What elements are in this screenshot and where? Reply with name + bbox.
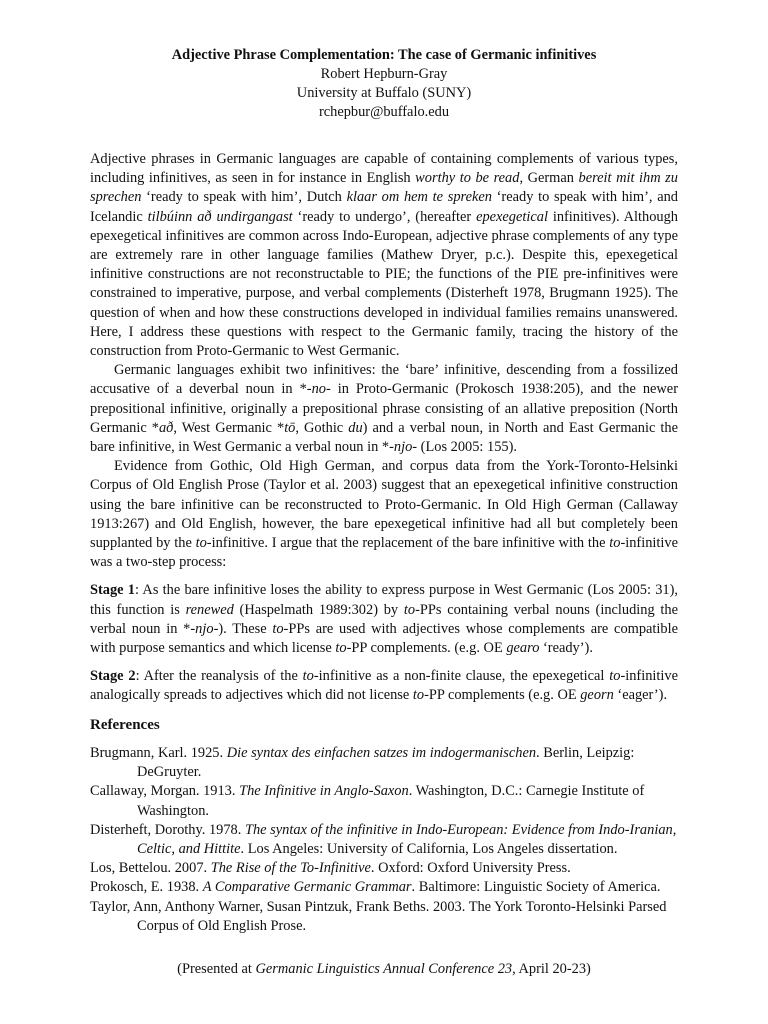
author-affiliation: University at Buffalo (SUNY) [296,85,472,101]
stage-2: Stage 2: After the reanalysis of the to-infinitive as a non-finite clause, the epexegetical to-infinitive analogically spreads to adjectives which did not license to-PP complements (e.g. OE georn ‘eager’). [90,668,678,704]
author-name: Robert Hepburn-Gray [320,66,448,82]
conference-name: Germanic Linguistics Annual Conference 23 [255,961,513,977]
reference-list [90,744,678,936]
reference-item: Prokosch, E. 1938. A Comparative Germanic Grammar. Baltimore: Linguistic Society of America. [90,879,661,896]
author-email: rchepbur@buffalo.edu [318,104,450,120]
reference-item: Los, Bettelou. 2007. The Rise of the To-Infinitive. Oxford: Oxford University Press. [90,860,571,877]
paper-title: Adjective Phrase Complementation: The case of Germanic infinitives [171,47,597,63]
stage-2-label: Stage 2 [90,668,136,685]
abstract-body [90,150,678,936]
paper-header [0,46,768,122]
reference-item: Brugmann, Karl. 1925. Die syntax des einfachen satzes im indogermanischen. Berlin, Leipzig: DeGruyter. [90,744,635,781]
reference-item: Callaway, Morgan. 1913. The Infinitive in Anglo-Saxon. Washington, D.C.: Carnegie Institute of Washington. [90,783,645,819]
stage-1-label: Stage 1 [90,582,135,599]
presentation-note: (Presented at Germanic Linguistics Annual Conference 23, April 20-23) [177,961,591,977]
reference-item: Disterheft, Dorothy. 1978. The syntax of the infinitive in Indo-European: Evidence from Indo-Iranian, Celtic, and Hittite. Los Angeles: University of California, Los Angeles dissertation. [90,821,677,857]
stage-1: Stage 1: As the bare infinitive loses the ability to express purpose in West Germanic (Los 2005: 31), this function is renewed (Haspelmath 1989:302) by to-PPs containing verbal nouns (including the verbal noun in *-njo-). These to-PPs are used with adjectives whose complements are compatible with purpose semantics and which license to-PP complements. (e.g. OE gearo ‘ready’). [90,582,679,657]
reference-item: Taylor, Ann, Anthony Warner, Susan Pintzuk, Frank Beths. 2003. The York Toronto-Helsinki Parsed Corpus of Old English Prose. [90,898,667,934]
paragraph-evidence: Evidence from Gothic, Old High German, and corpus data from the York-Toronto-Helsinki Corpus of Old English Prose (Taylor et al. 2003) suggest that an epexegetical infinitive construction using the bare infinitive can be reconstructed to Proto-Germanic. In Old High German (Callaway 1913:267) and Old English, however, the bare epexegetical infinitive had all but completely been supplanted by the to-infinitive. I argue that the replacement of the bare infinitive with the to-infinitive was a two-step process: [90,458,678,571]
paragraph-intro: Adjective phrases in Germanic languages are capable of containing complements of various types, including infinitives, as seen in for instance in English worthy to be read, German bereit mit ihm zu sprechen ‘ready to speak with him’, Dutch klaar om hem te spreken ‘ready to speak with him’, and Icelandic tilbúinn að undirgangast ‘ready to undergo’, (hereafter epexegetical infinitives). Although epexegetical infinitives are common across Indo-European, adjective phrase complements of any type are extremely rare in other language families (Mathew Dryer, p.c.). Despite this, epexegetical infinitive constructions are not reconstructable to PIE; the functions of the PIE pre-infinitives were constrained to imperative, purpose, and verbal complements (Disterheft 1978, Brugmann 1925). The question of when and how these constructions developed in individual families remains unanswered. Here, I address these questions with respect to the Germanic family, tracing the history of the construction from Proto-Germanic to West Germanic. [90,151,678,360]
references-heading: References [90,716,160,733]
paragraph-infinitives: Germanic languages exhibit two infinitives: the ‘bare’ infinitive, descending from a fossilized accusative of a deverbal noun in *-no- in Proto-Germanic (Prokosch 1938:205), and the newer prepositional infinitive, originally a prepositional phrase consisting of an allative preposition (North Germanic *að, West Germanic *tō, Gothic du) and a verbal noun, in North and East Germanic the bare infinitive, in West Germanic a verbal noun in *-njo- (Los 2005: 155). [90,362,678,456]
